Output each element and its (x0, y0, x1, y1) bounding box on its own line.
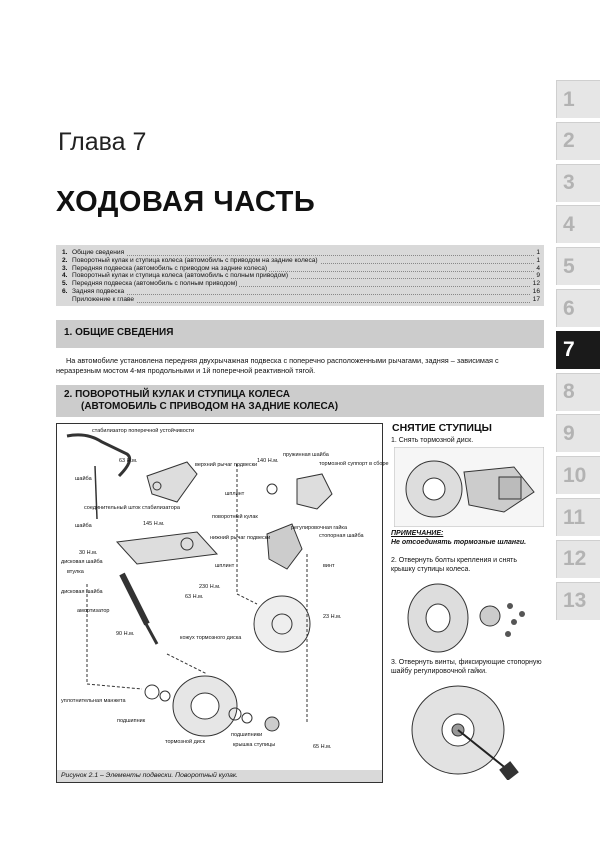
section-2-heading-line1: 2. ПОВОРОТНЫЙ КУЛАК И СТУПИЦА КОЛЕСА (64, 389, 291, 400)
toc-item-number: 3. (62, 264, 68, 272)
label-upper-arm: верхний рычаг подвески (195, 462, 258, 468)
label-caliper: тормозной суппорт в сборе (319, 461, 389, 467)
step-2: 2. Отвернуть болты крепления и снять крышку ступицы колеса. (391, 557, 518, 573)
label-washer-a: шайба (75, 476, 92, 482)
note (391, 530, 543, 547)
label-disc-washer-a: дисковая шайба (61, 559, 103, 565)
tab-chapter-5[interactable]: 5 (556, 247, 600, 285)
toc-item[interactable] (62, 288, 540, 296)
label-adjusting-nut: регулировочная гайка (291, 525, 348, 531)
table-of-contents (56, 245, 544, 306)
toc-item-page: 12 (532, 280, 540, 288)
section-1-text: На автомобиле установлена передняя двухрычажная подвеска с поперечно расположенными рычагами, задняя – зависимая с неразрезным мостом 4-мя продольными и 1й поперечной реактивной тягой. (56, 356, 499, 375)
label-torque-145: 145 Н.м. (143, 521, 165, 527)
label-torque-140: 140 Н.м. (257, 458, 279, 464)
toc-item-number: 6. (62, 288, 68, 295)
toc-item-text: Передняя подвеска (автомобиль с полным приводом) (72, 280, 238, 288)
toc-item-text: Поворотный кулак и ступица колеса (автомобиль с полным приводом) (72, 272, 289, 280)
lower-arm-shape (117, 532, 217, 564)
label-seal: уплотнительная манжета (61, 698, 126, 704)
label-bearings: подшипники (231, 732, 263, 738)
shock-absorber-shape (122, 574, 147, 624)
chapter-label: Глава 7 (58, 128, 147, 156)
figure-caption: Рисунок 2.1 – Элементы подвески. Поворотный кулак. (57, 770, 382, 782)
tab-chapter-1[interactable]: 1 (556, 80, 600, 118)
label-torque-63a: 63 Н.м. (119, 458, 138, 464)
label-torque-230: 230 Н.м. (199, 584, 221, 590)
label-hub-cap: крышка ступицы (233, 742, 276, 748)
label-bushing: втулка (67, 569, 84, 575)
toc-item[interactable] (62, 257, 540, 265)
note-text: Не отсоединять тормозные шланги. (391, 538, 527, 546)
toc-item-page: 16 (532, 288, 540, 295)
page-title: ХОДОВАЯ ЧАСТЬ (56, 186, 316, 218)
hub-image-2 (398, 578, 544, 654)
toc-item[interactable] (62, 296, 540, 304)
label-shock-absorber: амортизатор (77, 608, 110, 614)
label-torque-63b: 63 Н.м. (185, 594, 204, 600)
label-cotter-a: шплинт (225, 491, 245, 497)
dust-shield-shape (254, 596, 310, 652)
label-stabilizer: стабилизатор поперечной устойчивости (92, 428, 195, 434)
tab-chapter-4[interactable]: 4 (556, 205, 600, 243)
tab-chapter-3[interactable]: 3 (556, 164, 600, 202)
toc-item-page: 1 (536, 256, 540, 264)
toc-item-page: 4 (536, 264, 540, 272)
section-2-heading-line2: (АВТОМОБИЛЬ С ПРИВОДОМ НА ЗАДНИЕ КОЛЕСА) (81, 401, 339, 412)
tab-chapter-13[interactable]: 13 (556, 582, 600, 620)
label-screw: винт (323, 563, 335, 569)
label-torque-23: 23 Н.м. (323, 614, 342, 620)
label-torque-65: 65 Н.м. (313, 744, 332, 750)
exploded-view-drawing (57, 424, 382, 770)
label-torque-30: 30 Н.м. (79, 550, 98, 556)
tab-chapter-9[interactable]: 9 (556, 414, 600, 452)
tab-chapter-6[interactable]: 6 (556, 289, 600, 327)
label-knuckle: поворотный кулак (212, 514, 258, 520)
label-torque-90: 90 Н.м. (116, 631, 135, 637)
label-brake-disc: тормозной диск (165, 739, 206, 745)
toc-item[interactable] (62, 280, 540, 288)
label-lower-arm: нижний рычаг подвески (210, 535, 271, 541)
hub-image-3 (398, 680, 544, 780)
upper-arm-shape (147, 462, 197, 502)
tab-chapter-8[interactable]: 8 (556, 373, 600, 411)
figure-suspension-exploded (56, 423, 389, 783)
toc-item-page: 17 (532, 295, 540, 303)
tab-chapter-12[interactable]: 12 (556, 540, 600, 578)
label-cotter-b: шплинт (215, 563, 235, 569)
toc-item-number: 4. (62, 272, 68, 280)
note-label: ПРИМЕЧАНИЕ: (391, 530, 444, 537)
caliper-shape (297, 474, 332, 509)
toc-item-number: 1. (62, 249, 68, 256)
section-1-heading: 1. ОБЩИЕ СВЕДЕНИЯ (56, 320, 544, 348)
toc-item-number: 5. (62, 280, 68, 288)
step-3: 3. Отвернуть винты, фиксирующие стопорную шайбу регулировочной гайки. (391, 659, 542, 675)
toc-item-text: Задняя подвеска (72, 288, 125, 295)
tab-chapter-10[interactable]: 10 (556, 456, 600, 494)
hub-image-1 (394, 447, 544, 527)
step-1: 1. Снять тормозной диск. (391, 437, 474, 444)
label-washer-b: шайба (75, 523, 92, 529)
tab-chapter-2[interactable]: 2 (556, 122, 600, 160)
label-bearing: подшипник (117, 718, 146, 724)
label-stop-washer: стопорная шайба (319, 533, 364, 539)
toc-item-page: 1 (536, 249, 540, 256)
tab-chapter-11[interactable]: 11 (556, 498, 600, 536)
toc-item-text: Общие сведения (72, 249, 125, 256)
toc-item-number: 2. (62, 256, 68, 264)
toc-item[interactable] (62, 249, 540, 257)
label-dust-shield: кожух тормозного диска (180, 635, 242, 641)
toc-item[interactable] (62, 265, 540, 273)
section-2-heading (56, 385, 544, 417)
toc-item-text: Передняя подвеска (автомобиль с приводом на задние колеса) (72, 264, 268, 272)
label-stabilizer-link: соединительный шток стабилизатора (84, 505, 180, 511)
stabilizer-bar-shape (67, 435, 130, 476)
tab-chapter-7[interactable]: 7 (556, 331, 600, 369)
removal-title: СНЯТИЕ СТУПИЦЫ (392, 422, 492, 434)
toc-item-text: Приложение к главе (72, 295, 135, 303)
toc-item-page: 9 (536, 272, 540, 280)
toc-item-text: Поворотный кулак и ступица колеса (автомобиль с приводом на задние колеса) (72, 256, 318, 264)
label-spring-washer: пружинная шайба (283, 452, 329, 458)
toc-item[interactable] (62, 272, 540, 280)
label-disc-washer-b: дисковая шайба (61, 589, 103, 595)
